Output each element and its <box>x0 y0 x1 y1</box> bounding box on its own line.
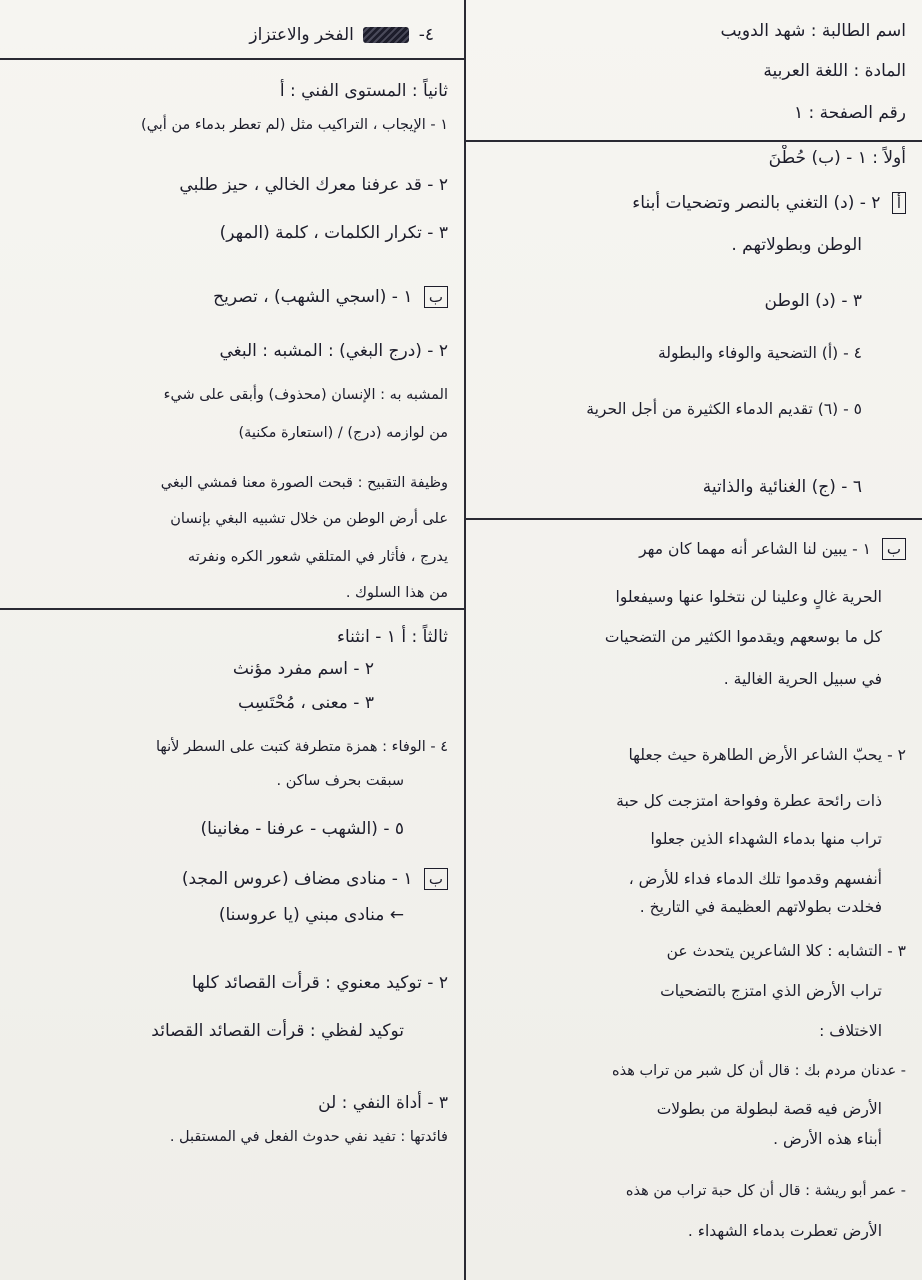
answer-a6: ٦ - (ج) الغنائية والذاتية <box>702 477 862 497</box>
sb-answer-3a: المشبه به : الإنسان (محذوف) وأبقى على شيء <box>163 387 448 403</box>
tb-answer-2b: توكيد لفظي : قرأت القصائد القصائد <box>151 1021 404 1041</box>
sb-answer-4a: وظيفة التقبيح : قبحت الصورة معنا فمشي البغي <box>160 475 448 491</box>
section-b-box-left: ب <box>424 286 448 308</box>
sb-answer-3b: من لوازمه (درج) / (استعارة مكنية) <box>238 425 448 441</box>
tb-answer-2a: ٢ - توكيد معنوي : قرأت القصائد كلها <box>191 973 448 993</box>
tb-answer-3a: ٣ - أداة النفي : لن <box>318 1093 448 1113</box>
section-b-box-left-2: ب <box>424 868 448 890</box>
answer-a2-text: ٢ - (د) التغني بالنصر وتضحيات أبناء <box>632 193 881 213</box>
answer-b2-line2: ذات رائحة عطرة وفواحة امتزجت كل حبة <box>616 792 882 810</box>
sb-answer-4d: من هذا السلوك . <box>345 585 448 601</box>
s3-answer-4b: سبقت بحرف ساكن . <box>276 773 404 789</box>
answer-a3: ٣ - (د) الوطن <box>764 291 862 311</box>
answer-b1 <box>474 536 906 562</box>
answer-b3-line4: - عدنان مردم بك : قال أن كل شبر من تراب هذه <box>612 1063 906 1079</box>
subject-name: المادة : اللغة العربية <box>763 61 906 81</box>
sb-answer-4c: يدرج ، فأثار في المتلقي شعور الكره ونفرته <box>187 549 448 565</box>
answer-b3-line5: الأرض فيه قصة لبطولة من بطولات <box>656 1100 882 1118</box>
answer-b1-text: ١ - يبين لنا الشاعر أنه مهما كان مهر <box>639 540 871 558</box>
answer-b1-line4: في سبيل الحرية الغالية . <box>723 670 882 688</box>
s3-answer-2: ٢ - اسم مفرد مؤنث <box>232 659 374 679</box>
answer-b2-line1: ٢ - يحبّ الشاعر الأرض الطاهرة حيث جعلها <box>628 746 906 764</box>
answer-a5: ٥ - (٦) تقديم الدماء الكثيرة من أجل الحرية <box>586 400 862 418</box>
answer-a4: ٤ - (أ) التضحية والوفاء والبطولة <box>658 344 862 362</box>
answer-a2-cont: الوطن وبطولاتهم . <box>731 235 862 255</box>
q1-heading: أولاً : ١ - (ب) حُطْنَ <box>768 148 906 168</box>
sb-answer-2: ٢ - (درج البغي) : المشبه : البغي <box>219 341 448 361</box>
tb-answer-1a <box>8 866 448 892</box>
answer-b3-line7: - عمر أبو ريشة : قال أن كل حبة تراب من هذه <box>625 1183 906 1199</box>
sb-answer-4b: على أرض الوطن من خلال تشبيه البغي بإنسان <box>170 511 448 527</box>
answer-b3-diff: الاختلاف : <box>819 1022 882 1040</box>
s2-heading: ثانياً : المستوى الفني : أ <box>279 81 448 101</box>
tb-answer-3b: فائدتها : تفيد نفي حدوث الفعل في المستقبل . <box>169 1129 448 1145</box>
s3-answer-3: ٣ - معنى ، مُحْتَسِب <box>237 693 374 713</box>
title-text: الفخر والاعتزاز <box>249 25 354 45</box>
answer-b2-line4: أنفسهم وقدموا تلك الدماء فداء للأرض ، <box>628 870 882 888</box>
answer-b3-line1: ٣ - التشابه : كلا الشاعرين يتحدث عن <box>666 942 906 960</box>
answer-b1-line3: كل ما بوسعهم ويقدموا الكثير من التضحيات <box>604 628 882 646</box>
s2-answer-2: ٢ - قد عرفنا معرك الخالي ، حيز طلبي <box>179 175 448 195</box>
tb-answer-1b: ← منادى مبني (يا عروسنا) <box>218 905 404 925</box>
title-number: ٤- <box>418 25 434 45</box>
s3-answer-4a: ٤ - الوفاء : همزة متطرفة كتبت على السطر لأنها <box>156 739 448 755</box>
answer-b2-line5: فخلدت بطولاتهم العظيمة في التاريخ . <box>639 898 882 916</box>
page-number: رقم الصفحة : ١ <box>793 103 906 123</box>
student-name: اسم الطالبة : شهد الدويب <box>720 21 906 41</box>
answer-b2-line3: تراب منها بدماء الشهداء الذين جعلوا <box>650 830 882 848</box>
answer-b3-line8: الأرض تعطرت بدماء الشهداء . <box>687 1222 882 1240</box>
answer-b3-line2: تراب الأرض الذي امتزج بالتضحيات <box>660 982 882 1000</box>
s3-answer-5: ٥ - (الشهب - عرفنا - مغانينا) <box>200 819 404 839</box>
sb-answer-1-text: ١ - (اسجي الشهب) ، تصريح <box>213 287 413 307</box>
tb-answer-1a-text: ١ - منادى مضاف (عروس المجد) <box>181 869 413 889</box>
s2-answer-1: ١ - الإيجاب ، التراكيب مثل (لم تعطر بدماء من أبي) <box>141 117 448 133</box>
answer-b1-line2: الحرية غالٍ وعلينا لن نتخلوا عنها وسيفعلوا <box>615 588 882 606</box>
answer-a2 <box>474 190 906 216</box>
s3-heading: ثالثاً : أ ١ - انثناء <box>336 627 448 647</box>
s2-answer-3: ٣ - تكرار الكلمات ، كلمة (المهر) <box>219 223 448 243</box>
sb-answer-1 <box>8 284 448 310</box>
answer-b3-line6: أبناء هذه الأرض . <box>773 1130 882 1148</box>
title-line <box>8 22 434 48</box>
section-a-box: أ <box>892 192 906 214</box>
right-column <box>466 0 922 1280</box>
section-b-box: ب <box>882 538 906 560</box>
crossed-out-word <box>363 27 409 43</box>
